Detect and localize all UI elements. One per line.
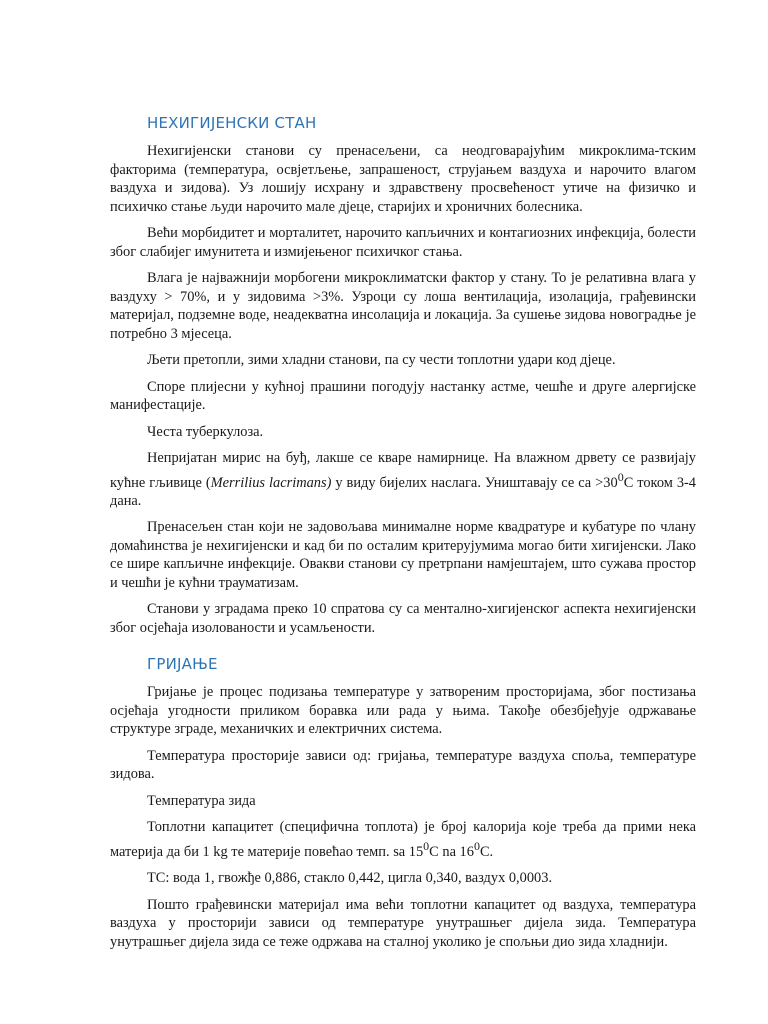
paragraph: Нехигијенски станови су пренасељени, са неодговарајућим микроклима-тским факторима (температура, освјетљење, запрашеност, струјањем ваздуха и нарочито влагом ваздуха и зидова). Уз лошију исхрану и здравствену просвећеност утиче на физичко и психичко стање људи нарочито мале дјеце, старијих и хроничних болесника. — [110, 143, 696, 215]
paragraph-heat-capacity — [110, 818, 696, 861]
degree-superscript: 0 — [617, 469, 624, 484]
paragraph: Температура просторије зависи од: гријања, температуре ваздуха споља, температуре зидова. — [110, 747, 696, 783]
text-run: C. — [479, 843, 494, 860]
paragraph: Гријање је процес подизања температуре у затвореним просторијама, због постизања осјећаја угодности приликом боравка или рада у њима. Такође обезбјеђује одржавање структуре зграде, механичких и електричних система. — [110, 684, 696, 738]
paragraph-fungi — [110, 449, 696, 510]
paragraph: Пренасељен стан који не задовољава минималне норме квадратуре и кубатуре по члану домаћинства је нехигијенски и кад би по осталим критерујумима могао бити хигијенски. Лако се шире капљичне инфекције. Овакви станови су претрпани намјештајем, што сужава простор и чешћи је кућни трауматизам. — [110, 519, 696, 591]
text-run: у виду бијелих наслага. Уништавају се са >30 — [331, 474, 618, 491]
section-heading-unhygienic-flat: НЕХИГИЈЕНСКИ СТАН — [147, 114, 317, 132]
paragraph: Споре плијесни у кућној прашини погодују настанку астме, чешће и друге алергијске манифестације. — [110, 378, 696, 413]
text-run: C na 16 — [429, 843, 474, 860]
section-heading-heating: ГРИЈАЊЕ — [147, 655, 218, 674]
degree-superscript: 0 — [473, 838, 480, 853]
paragraph: Честа туберкулоза. — [147, 423, 264, 440]
paragraph: Љети претопли, зими хладни станови, па су чести топлотни удари код дјеце. — [147, 352, 616, 368]
text-run: Топлотни капацитет (специфична топлота) је број калорија које треба да прими нека материја да би 1 kg те материје повећао темп. sa 15 — [110, 819, 696, 860]
paragraph: Пошто грађевински материјал има већи топлотни капацитет од ваздуха, температура ваздуха у просторији зависи од температуре унутрашњег дијела зида. Температура унутрашњег дијела зида се теже одржава на сталној уколико је спољњи дио зида хладнији. — [110, 896, 696, 950]
text-run: Непријатан мирис на буђ, лакше се кваре намирнице. На влажном дрвету се развијају кућне гљивице ( — [110, 450, 696, 491]
text-run: C током 3-4 дана. — [110, 474, 697, 509]
paragraph: Температура зида — [147, 792, 256, 809]
paragraph: TC: вода 1, гвожђе 0,886, стакло 0,442, цигла 0,340, ваздух 0,0003. — [147, 870, 553, 887]
species-name: Merrilius lacrimans) — [210, 474, 332, 491]
degree-superscript: 0 — [423, 838, 430, 853]
paragraph: Већи морбидитет и морталитет, нарочито капљичних и контагиозних инфекција, болести због слабијег имунитета и измијењеног психичког стања. — [110, 225, 696, 260]
paragraph: Станови у зградама преко 10 спратова су са ментално-хигијенског аспекта нехигијенски због осјећаја изолованости и усамљености. — [110, 601, 696, 636]
paragraph: Влага је најважнији морбогени микроклиматски фактор у стану. То је релативна влага у ваздуху > 70%, и у зидовима >3%. Узроци су лоша вентилација, изолација, грађевински материјал, подземне воде, неадекватна инсолација и локација. За сушење зидова новоградње је потребно 3 мјесеца. — [110, 270, 696, 342]
